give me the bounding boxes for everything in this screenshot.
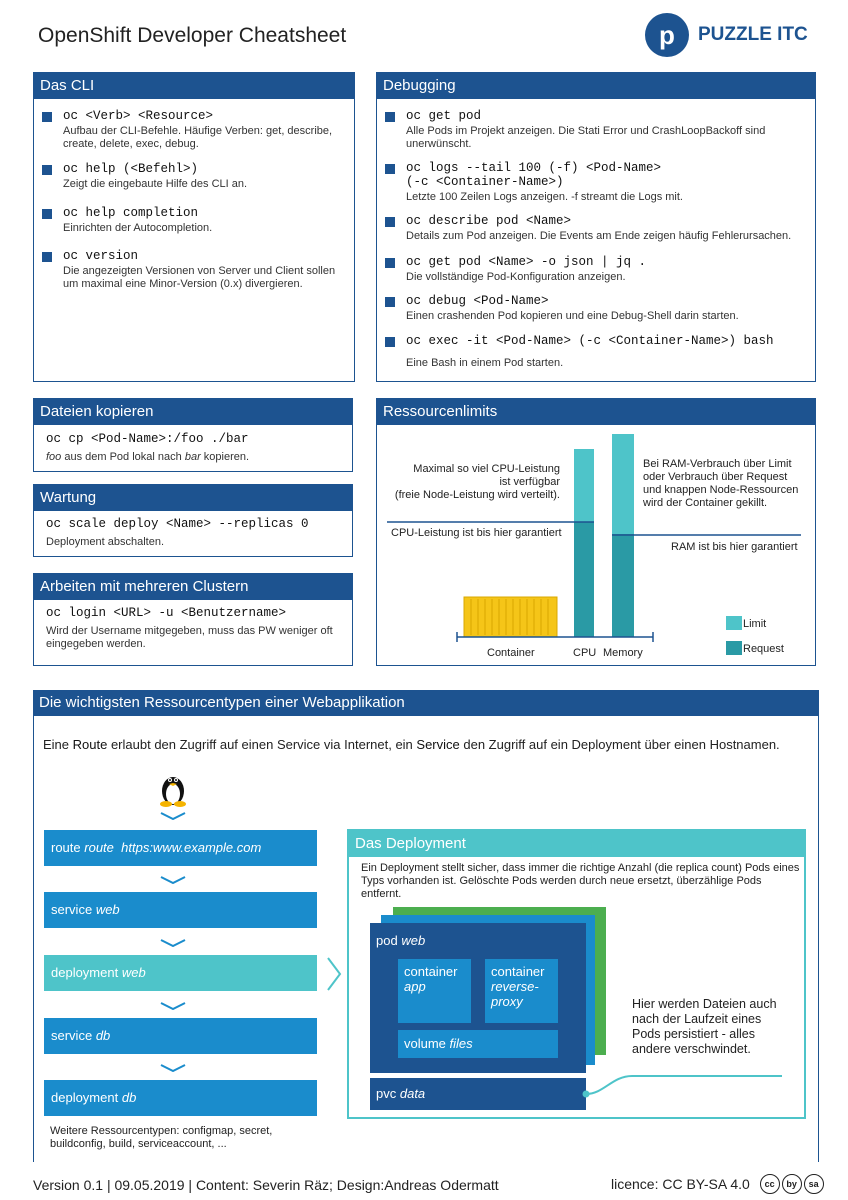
bullet-icon (42, 209, 52, 219)
label-container: Container (487, 647, 535, 659)
intro-text: erlaubt den Zugriff auf einen Service via Internet, ein (107, 737, 417, 752)
pod-name: web (401, 933, 426, 948)
desc-mid: aus dem Pod lokal nach (61, 451, 185, 463)
debug-desc: Eine Bash in einem Pod starten. (406, 357, 564, 369)
persist-note: Hier werden Dateien auch nach der Laufzeit eines Pods persistiert - alles andere verschwindet. (632, 997, 777, 1056)
debug-cmd: oc debug <Pod-Name> (406, 294, 549, 308)
clusters-section (33, 573, 353, 666)
container-label: container (404, 964, 458, 979)
cli-heading: Das CLI (34, 73, 354, 99)
debug-cmd: oc get pod (406, 109, 482, 123)
deployment-name: db (121, 1090, 137, 1105)
bullet-icon (385, 337, 395, 347)
more-resources: Weitere Ressourcentypen: configmap, secret, buildconfig, build, serviceaccount, ... (50, 1125, 273, 1150)
container-reverse-proxy (485, 959, 558, 1023)
container-app (398, 959, 471, 1023)
sa-icon: sa (804, 1174, 824, 1194)
bullet-icon (385, 217, 395, 227)
clusters-heading: Arbeiten mit mehreren Clustern (34, 574, 352, 600)
by-icon: by (782, 1174, 802, 1194)
puzzle-logo (645, 13, 808, 57)
cli-desc: Zeigt die eingebaute Hilfe des CLI an. (63, 178, 248, 190)
intro-route: Route (72, 737, 108, 752)
puzzle-logo-icon: p (645, 13, 689, 57)
chevron-down-icon (160, 939, 186, 947)
copy-section (33, 398, 353, 472)
bullet-icon (42, 112, 52, 122)
webapp-intro (43, 737, 780, 752)
deployment-name: web (121, 965, 146, 980)
container-name: app (404, 979, 426, 994)
ram-note: wird der Container gekillt. (643, 497, 768, 509)
container-label: container (491, 964, 545, 979)
memory-request-bar (612, 534, 634, 637)
maintenance-desc: Deployment abschalten. (46, 536, 165, 548)
volume-name: files (449, 1036, 473, 1051)
memory-limit-bar (612, 434, 634, 534)
footer-left: Version 0.1 | 09.05.2019 | Content: Severin Räz; Design:Andreas Odermatt (33, 1177, 499, 1193)
ram-note: Bei RAM-Verbrauch über Limit (643, 458, 792, 470)
debug-cmd: oc describe pod <Name> (406, 214, 572, 228)
debug-desc: Details zum Pod anzeigen. Die Events am Ende zeigen häufig Fehlerursachen. (406, 230, 792, 242)
copy-cmd: oc cp <Pod-Name>:/foo ./bar (46, 432, 249, 446)
logo-text: PUZZLE ITC (698, 24, 808, 45)
cli-desc: Die angezeigten Versionen von Server und Client sollen um maximal eine Minor-Version (0.x) divergieren. (63, 265, 336, 290)
route-name: route (84, 840, 114, 855)
debug-desc: Letzte 100 Zeilen Logs anzeigen. -f streamt die Logs mit. (406, 191, 683, 203)
container-crate (464, 597, 557, 637)
maintenance-cmd: oc scale deploy <Name> --replicas 0 (46, 517, 309, 531)
volume-files (398, 1030, 558, 1058)
maintenance-section (33, 484, 353, 557)
legend-request: Request (743, 643, 784, 655)
bullet-icon (385, 164, 395, 174)
cli-desc: Aufbau der CLI-Befehle. Häufige Verben: get, describe, create, delete, exec, debug. (63, 125, 333, 150)
legend-request-swatch (726, 641, 742, 655)
debug-desc: Die vollständige Pod-Konfiguration anzeigen. (406, 271, 626, 283)
cpu-guarantee-label: CPU-Leistung ist bis hier garantiert (391, 527, 562, 539)
legend-limit-swatch (726, 616, 742, 630)
cpu-note: ist verfügbar (499, 476, 560, 488)
debug-desc: Alle Pods im Projekt anzeigen. Die Stati Error und CrashLoopBackoff sind unerwünscht. (406, 125, 766, 150)
label-cpu: CPU (573, 647, 597, 659)
copy-heading: Dateien kopieren (34, 399, 352, 425)
page-title: OpenShift Developer Cheatsheet (38, 24, 347, 47)
maintenance-heading: Wartung (34, 485, 352, 511)
desc-bar: bar (184, 451, 201, 463)
cpu-note: Maximal so viel CPU-Leistung (413, 463, 560, 475)
cpu-limit-bar (574, 449, 594, 522)
debug-cmd: oc get pod <Name> -o json | jq . (406, 255, 647, 269)
route-url: https:www.example.com (121, 840, 262, 855)
route-bar (44, 830, 317, 866)
cpu-request-bar (574, 522, 594, 637)
debug-cmd: oc logs --tail 100 (-f) <Pod-Name> (406, 161, 662, 175)
bullet-icon (42, 165, 52, 175)
debugging-heading: Debugging (377, 73, 815, 99)
chevron-down-icon (160, 876, 186, 884)
clusters-desc: Wird der Username mitgegeben, muss das PW weniger oft eingegeben werden. (46, 625, 333, 650)
cli-desc: Einrichten der Autocompletion. (63, 222, 213, 234)
cli-section (33, 72, 355, 382)
pod-label: pod (376, 933, 398, 948)
pod-web (370, 923, 586, 1073)
debug-cmd: oc exec -it <Pod-Name> (-c <Container-Name>) bash (406, 334, 774, 348)
debug-cmd-cont: (-c <Container-Name>) (406, 175, 564, 189)
deployment-desc: Ein Deployment stellt sicher, dass immer die richtige Anzahl (die replica count) Pods eines Typs vorhanden ist. Gelöschte Pods werden durch neue ersetzt, überzählige Pods entfernt. (361, 862, 800, 900)
deployment-kind: deployment (51, 965, 119, 980)
pvc-name: data (399, 1086, 426, 1101)
chevron-down-icon (160, 1064, 186, 1072)
cpu-note: (freie Node-Leistung wird verteilt). (394, 489, 560, 501)
intro-text: Eine (43, 737, 73, 752)
pvc-label: pvc (376, 1086, 397, 1101)
limits-heading: Ressourcenlimits (377, 399, 815, 425)
chevron-right-icon (326, 956, 342, 992)
bullet-icon (42, 252, 52, 262)
ram-note: oder Verbrauch über Request (643, 471, 788, 483)
pvc-connector (582, 1070, 784, 1100)
legend-limit: Limit (743, 618, 767, 630)
deployment-kind: deployment (51, 1090, 119, 1105)
desc-foo: foo (46, 451, 62, 463)
ram-note: und knappen Node-Ressourcen (643, 484, 799, 496)
pvc-data (370, 1078, 586, 1110)
deployment-db-bar (44, 1080, 317, 1116)
debug-desc: Einen crashenden Pod kopieren und eine Debug-Shell darin starten. (406, 310, 739, 322)
bullet-icon (385, 258, 395, 268)
service-name: db (95, 1028, 111, 1043)
intro-text: den Zugriff auf ein Deployment über einen Hostnamen. (459, 737, 780, 752)
route-kind: route (51, 840, 81, 855)
label-memory: Memory (603, 647, 643, 659)
volume-label: volume (404, 1036, 446, 1051)
chevron-down-icon (160, 812, 186, 820)
container-name: reverse- (491, 979, 539, 994)
cli-cmd: oc help (<Befehl>) (63, 162, 199, 176)
cli-cmd: oc version (63, 249, 139, 263)
footer-right (611, 1174, 824, 1194)
cli-cmd: oc <Verb> <Resource> (63, 109, 214, 123)
service-db-bar (44, 1018, 317, 1054)
service-name: web (95, 902, 120, 917)
copy-desc (46, 451, 249, 464)
service-kind: service (51, 902, 93, 917)
service-web-bar (44, 892, 317, 928)
debugging-section (376, 72, 816, 382)
bullet-icon (385, 112, 395, 122)
clusters-cmd: oc login <URL> -u <Benutzername> (46, 606, 287, 620)
chevron-down-icon (160, 1002, 186, 1010)
tux-icon (158, 771, 188, 807)
ram-guarantee-label: RAM ist bis hier garantiert (671, 541, 798, 553)
desc-end: kopieren. (200, 451, 250, 463)
deployment-heading: Das Deployment (349, 831, 804, 857)
deployment-web-bar (44, 955, 317, 991)
cli-cmd: oc help completion (63, 206, 199, 220)
bullet-icon (385, 297, 395, 307)
container-name: proxy (491, 994, 523, 1009)
limits-section (376, 398, 816, 666)
service-kind: service (51, 1028, 93, 1043)
cc-icon: cc (760, 1174, 780, 1194)
licence-text: licence: CC BY-SA 4.0 (611, 1176, 750, 1192)
webapp-heading: Die wichtigsten Ressourcentypen einer Webapplikation (33, 690, 819, 716)
intro-service: Service (416, 737, 460, 752)
